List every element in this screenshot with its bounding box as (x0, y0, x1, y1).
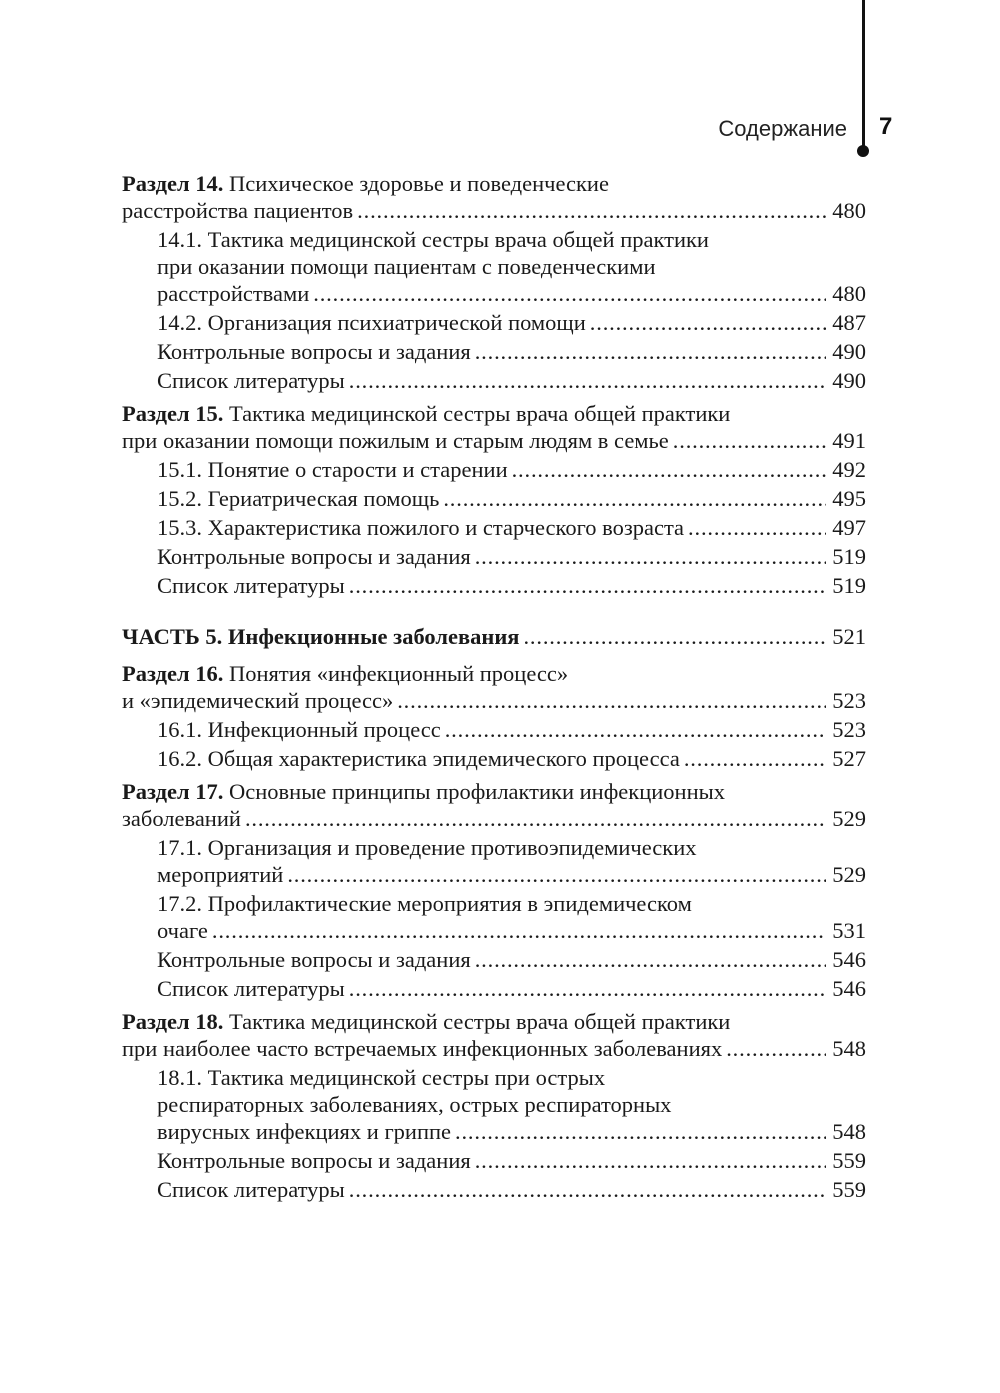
entry-page-number: 529 (832, 806, 866, 831)
toc-entry-sub[interactable] (157, 572, 866, 599)
toc-entry-sub[interactable] (157, 834, 866, 888)
entry-page-number: 559 (832, 1177, 866, 1202)
toc-entry-leader-line (157, 745, 866, 772)
toc-entry-leader-line (157, 1176, 866, 1203)
toc-entry-sub[interactable] (157, 890, 866, 944)
entry-page-number: 490 (832, 339, 866, 364)
dot-leader (287, 861, 826, 888)
toc-entry-sub[interactable] (157, 338, 866, 365)
dot-leader (726, 1035, 826, 1062)
entry-text: при оказании помощи пожилым и старым людям в семье (122, 428, 669, 453)
entry-text: Контрольные вопросы и задания (157, 947, 471, 972)
toc-entry-section[interactable] (122, 1008, 866, 1062)
entry-page-number: 480 (832, 281, 866, 306)
toc-entry-leader-line (157, 456, 866, 483)
entry-text: 16.2. Общая характеристика эпидемического процесса (157, 746, 680, 771)
toc-entry-leader-line (157, 975, 866, 1002)
entry-text: мероприятий (157, 862, 284, 887)
header-rule (862, 0, 865, 150)
toc-entry-line (157, 890, 866, 917)
toc-entry-leader-line (157, 309, 866, 336)
dot-leader (445, 716, 827, 743)
entry-page-number: 491 (832, 428, 866, 453)
entry-text: ЧАСТЬ 5. Инфекционные заболевания (122, 624, 520, 649)
section-label: Раздел 14. (122, 171, 224, 196)
toc-entry-leader-line (122, 805, 866, 832)
toc-entry-sub[interactable] (157, 456, 866, 483)
entry-page-number: 548 (832, 1036, 866, 1061)
entry-text: 14.2. Организация психиатрической помощи (157, 310, 586, 335)
entry-page-number: 521 (832, 624, 866, 649)
entry-text: Контрольные вопросы и задания (157, 1148, 471, 1173)
toc-entry-sub[interactable] (157, 1064, 866, 1145)
entry-page-number: 531 (832, 918, 866, 943)
toc-entry-sub[interactable] (157, 367, 866, 394)
toc-entry-leader-line (157, 485, 866, 512)
entry-page-number: 546 (832, 976, 866, 1001)
toc-entry-leader-line (157, 543, 866, 570)
entry-text: 15.2. Гериатрическая помощь (157, 486, 440, 511)
section-label: Раздел 17. (122, 779, 224, 804)
page-number: 7 (879, 113, 893, 140)
toc-entry-line (122, 400, 866, 427)
dot-leader (523, 623, 826, 650)
entry-page-number: 519 (832, 573, 866, 598)
dot-leader (684, 745, 826, 772)
entry-text: расстройствами (157, 281, 310, 306)
entry-text: 16.1. Инфекционный процесс (157, 717, 441, 742)
toc-entry-leader-line (157, 280, 866, 307)
toc-entry-sub[interactable] (157, 745, 866, 772)
toc-entry-line (122, 1008, 866, 1035)
dot-leader (688, 514, 826, 541)
entry-page-number: 497 (832, 515, 866, 540)
dot-leader (443, 485, 826, 512)
entry-page-number: 546 (832, 947, 866, 972)
toc-entry-leader-line (157, 367, 866, 394)
entry-text: Список литературы (157, 976, 345, 1001)
entry-text: 17.2. Профилактические мероприятия в эпидемическом (157, 891, 692, 916)
dot-leader (349, 1176, 826, 1203)
entry-text: Контрольные вопросы и задания (157, 339, 471, 364)
dot-leader (512, 456, 827, 483)
toc-entry-leader-line (157, 1147, 866, 1174)
toc-entry-sub[interactable] (157, 946, 866, 973)
dot-leader (212, 917, 826, 944)
dot-leader (397, 687, 826, 714)
toc-entry-leader-line (122, 427, 866, 454)
entry-page-number: 559 (832, 1148, 866, 1173)
dot-leader (455, 1118, 826, 1145)
toc-entry-section[interactable] (122, 778, 866, 832)
dot-leader (475, 338, 827, 365)
section-label: Раздел 15. (122, 401, 224, 426)
dot-leader (590, 309, 826, 336)
entry-text: Список литературы (157, 1177, 345, 1202)
toc-entry-leader-line (157, 572, 866, 599)
entry-page-number: 523 (832, 717, 866, 742)
entry-page-number: 495 (832, 486, 866, 511)
entry-text: Список литературы (157, 573, 345, 598)
toc-entry-line (157, 226, 866, 253)
entry-text: 15.1. Понятие о старости и старении (157, 457, 508, 482)
table-of-contents (122, 170, 866, 1203)
entry-text: заболеваний (122, 806, 241, 831)
section-label: Раздел 18. (122, 1009, 224, 1034)
dot-leader (475, 946, 827, 973)
entry-text: при оказании помощи пациентам с поведенческими (157, 254, 656, 279)
entry-text: Список литературы (157, 368, 345, 393)
entry-page-number: 492 (832, 457, 866, 482)
entry-text: Психическое здоровье и поведенческие (229, 171, 609, 196)
dot-leader (475, 543, 827, 570)
toc-entry-sub[interactable] (157, 485, 866, 512)
header-dot (857, 145, 869, 157)
toc-entry-line (157, 834, 866, 861)
toc-entry-line (122, 170, 866, 197)
toc-entry-sub[interactable] (157, 1147, 866, 1174)
entry-text: 15.3. Характеристика пожилого и старческого возраста (157, 515, 685, 540)
section-label: Раздел 16. (122, 661, 224, 686)
entry-text: Понятия «инфекционный процесс» (229, 661, 569, 686)
dot-leader (349, 975, 826, 1002)
toc-entry-leader-line (157, 1118, 866, 1145)
dot-leader (673, 427, 826, 454)
entry-text: расстройства пациентов (122, 198, 354, 223)
toc-entry-line (157, 1091, 866, 1118)
dot-leader (349, 572, 826, 599)
toc-entry-leader-line (122, 687, 866, 714)
toc-entry-line (122, 778, 866, 805)
toc-entry-section[interactable] (122, 400, 866, 454)
entry-page-number: 548 (832, 1119, 866, 1144)
entry-text: Тактика медицинской сестры врача общей практики (229, 401, 731, 426)
toc-entry-sub[interactable] (157, 1176, 866, 1203)
dot-leader (313, 280, 826, 307)
toc-entry-leader-line (157, 514, 866, 541)
toc-entry-sub[interactable] (157, 543, 866, 570)
entry-page-number: 480 (832, 198, 866, 223)
toc-entry-sub[interactable] (157, 975, 866, 1002)
toc-entry-sub[interactable] (157, 514, 866, 541)
toc-entry-leader-line (122, 623, 866, 650)
entry-page-number: 519 (832, 544, 866, 569)
toc-entry-leader-line (122, 197, 866, 224)
entry-page-number: 523 (832, 688, 866, 713)
toc-entry-leader-line (157, 716, 866, 743)
entry-page-number: 529 (832, 862, 866, 887)
toc-entry-section[interactable] (122, 660, 866, 714)
toc-entry-leader-line (157, 917, 866, 944)
entry-page-number: 490 (832, 368, 866, 393)
entry-text: Тактика медицинской сестры врача общей практики (229, 1009, 731, 1034)
toc-entry-part[interactable] (122, 623, 866, 650)
entry-text: при наиболее часто встречаемых инфекционных заболеваниях (122, 1036, 723, 1061)
dot-leader (349, 367, 826, 394)
toc-entry-sub[interactable] (157, 226, 866, 307)
entry-text: 18.1. Тактика медицинской сестры при острых (157, 1065, 606, 1090)
toc-entry-leader-line (157, 338, 866, 365)
toc-entry-sub[interactable] (157, 309, 866, 336)
toc-entry-line (157, 253, 866, 280)
toc-entry-line (157, 1064, 866, 1091)
dot-leader (475, 1147, 827, 1174)
entry-text: 17.1. Организация и проведение противоэпидемических (157, 835, 697, 860)
dot-leader (245, 805, 826, 832)
entry-page-number: 527 (832, 746, 866, 771)
entry-text: респираторных заболеваниях, острых респираторных (157, 1092, 672, 1117)
entry-text: очаге (157, 918, 208, 943)
entry-text: 14.1. Тактика медицинской сестры врача общей практики (157, 227, 709, 252)
toc-entry-line (122, 660, 866, 687)
entry-text: вирусных инфекциях и гриппе (157, 1119, 452, 1144)
toc-entry-leader-line (122, 1035, 866, 1062)
entry-text: и «эпидемический процесс» (122, 688, 394, 713)
running-header-title: Содержание (718, 116, 847, 141)
toc-entry-leader-line (157, 861, 866, 888)
entry-text: Основные принципы профилактики инфекционных (229, 779, 725, 804)
entry-page-number: 487 (832, 310, 866, 335)
toc-entry-leader-line (157, 946, 866, 973)
dot-leader (357, 197, 826, 224)
entry-text: Контрольные вопросы и задания (157, 544, 471, 569)
toc-entry-sub[interactable] (157, 716, 866, 743)
toc-entry-section[interactable] (122, 170, 866, 224)
